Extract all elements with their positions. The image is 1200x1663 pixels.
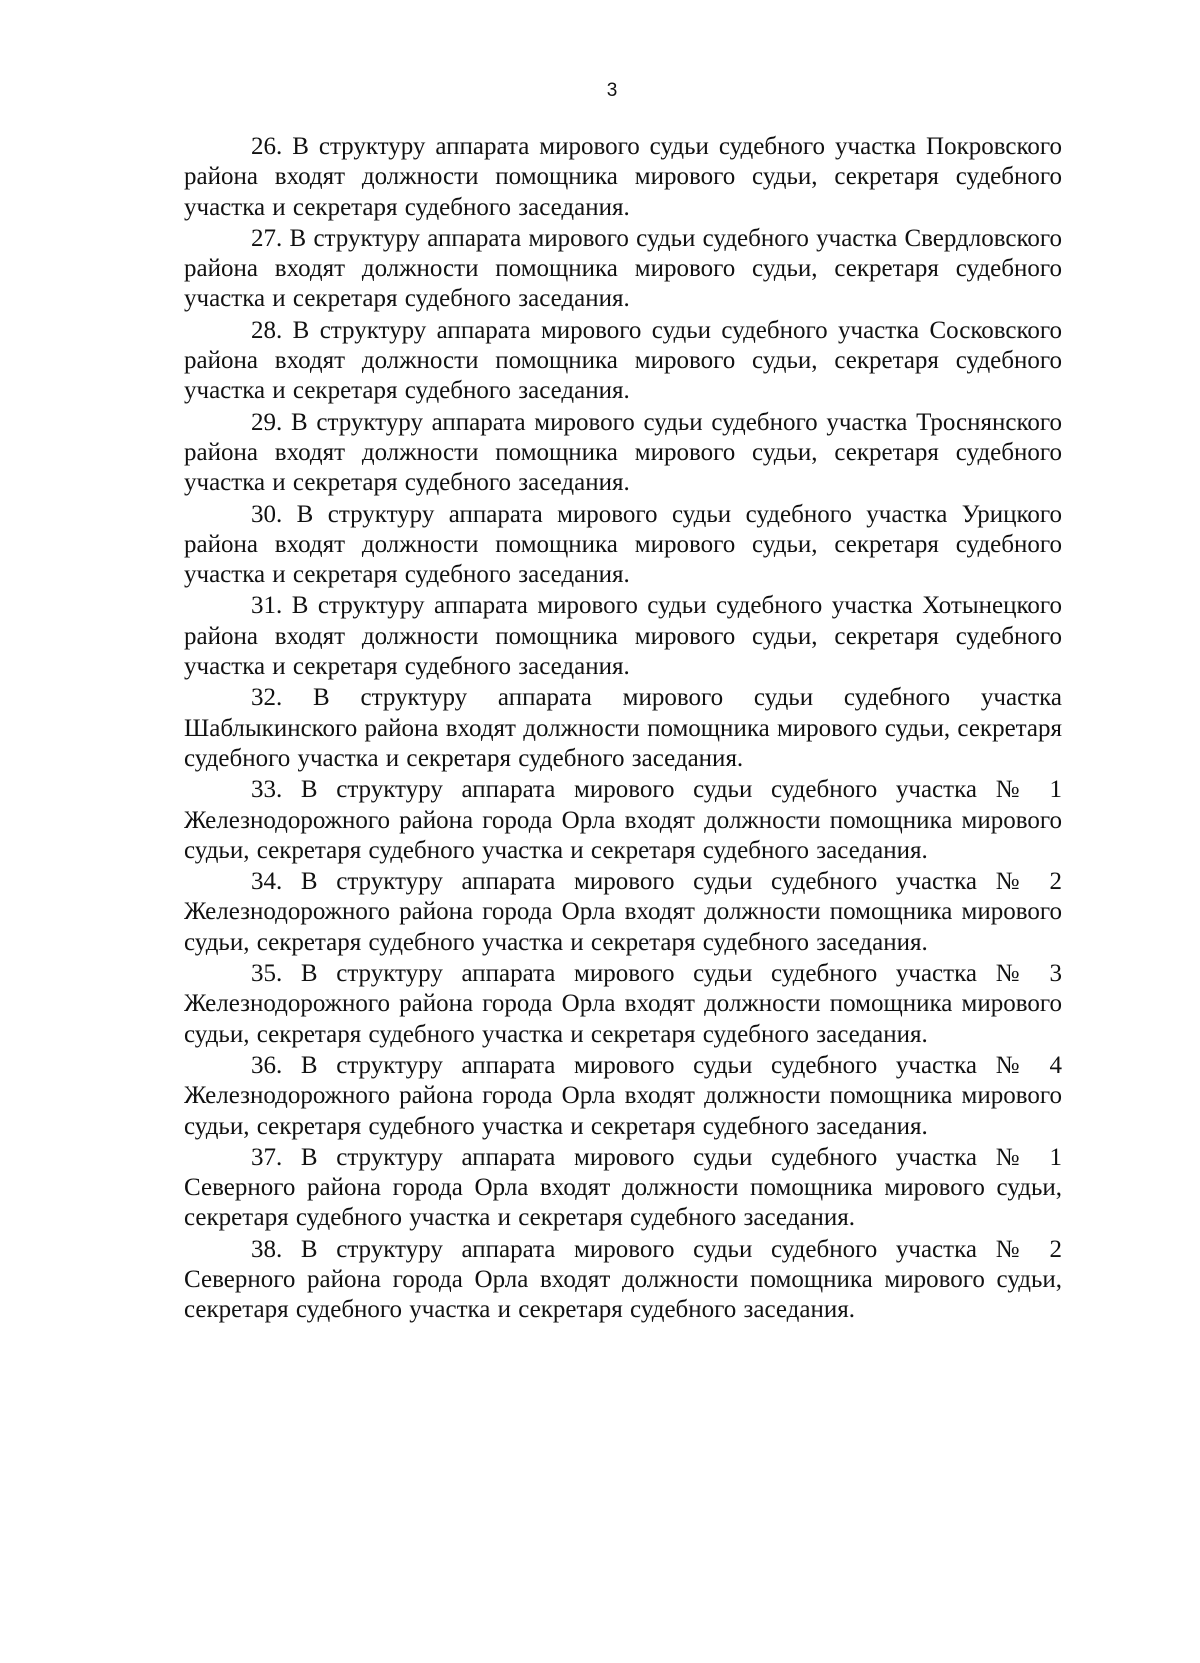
clause-31: 31. В структуру аппарата мирового судьи судебного участка Хотынецкого района входят должности помощника мирового судьи, секретаря судебного участка и секретаря судебного заседания.: [184, 592, 1062, 681]
clause-32: 32. В структуру аппарата мирового судьи судебного участка Шаблыкинского района входят должности помощника мирового судьи, секретаря судебного участка и секретаря судебного заседания.: [184, 684, 1062, 772]
clause-28: 28. В структуру аппарата мирового судьи судебного участка Сосковского района входят должности помощника мирового судьи, секретаря судебного участка и секретаря судебного заседания.: [184, 316, 1062, 405]
clause-35: 35. В структуру аппарата мирового судьи судебного участка № 3 Железнодорожного района города Орла входят должности помощника мирового судьи, секретаря судебного участка и секретаря судебного заседания.: [184, 960, 1062, 1048]
clause-36: 36. В структуру аппарата мирового судьи судебного участка № 4 Железнодорожного района города Орла входят должности помощника мирового судьи, секретаря судебного участка и секретаря судебного заседания.: [184, 1051, 1062, 1140]
clause-27: 27. В структуру аппарата мирового судьи судебного участка Свердловского района входят должности помощника мирового судьи, секретаря судебного участка и секретаря судебного заседания.: [184, 224, 1062, 313]
clause-30: 30. В структуру аппарата мирового судьи судебного участка Урицкого района входят должности помощника мирового судьи, секретаря судебного участка и секретаря судебного заседания.: [184, 500, 1062, 589]
clause-38: 38. В структуру аппарата мирового судьи судебного участка № 2 Северного района города Орла входят должности помощника мирового судьи, секретаря судебного участка и секретаря судебного заседания.: [184, 1235, 1062, 1324]
clause-26: 26. В структуру аппарата мирового судьи судебного участка Покровского района входят должности помощника мирового судьи, секретаря судебного участка и секретаря судебного заседания.: [184, 133, 1062, 221]
clause-33: 33. В структуру аппарата мирового судьи судебного участка № 1 Железнодорожного района города Орла входят должности помощника мирового судьи, секретаря судебного участка и секретаря судебного заседания.: [184, 776, 1062, 864]
clause-37: 37. В структуру аппарата мирового судьи судебного участка № 1 Северного района города Орла входят должности помощника мирового судьи, секретаря судебного участка и секретаря судебного заседания.: [184, 1143, 1062, 1232]
page-number: 3: [606, 80, 618, 101]
clause-29: 29. В структуру аппарата мирового судьи судебного участка Троснянского района входят должности помощника мирового судьи, секретаря судебного участка и секретаря судебного заседания.: [184, 408, 1062, 497]
document-body: [184, 132, 1062, 1327]
clause-34: 34. В структуру аппарата мирового судьи судебного участка № 2 Железнодорожного района города Орла входят должности помощника мирового судьи, секретаря судебного участка и секретаря судебного заседания.: [184, 868, 1062, 956]
